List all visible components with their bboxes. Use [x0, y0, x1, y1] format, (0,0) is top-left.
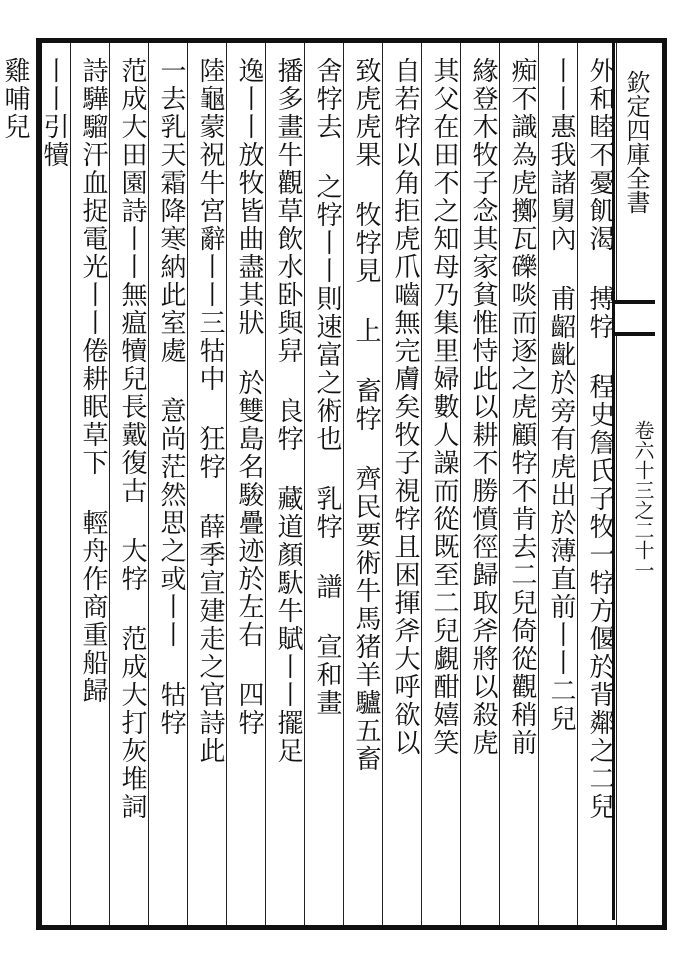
- fish-tail-mark: [615, 300, 655, 336]
- text-column: 丨丨引犢: [39, 57, 69, 169]
- volume-label: 卷六十三之二十一: [631, 420, 655, 580]
- book-title: 欽定四庫全書: [622, 70, 650, 214]
- text-column: 致虎虎果 牧牸見 上 畜牸 齊民要術牛馬猪羊驢五畜: [351, 57, 381, 773]
- text-column: 外和睦不憂飢渴 搏牸 程史詹氏子牧一牸方偃於背鄰之二兒: [585, 57, 615, 821]
- text-column: 緣登木牧子念其家貧惟恃此以耕不勝憤徑歸取斧將以殺虎: [468, 57, 498, 757]
- text-column: 逸丨丨放牧皆曲盡其狀 於雙島名駿疊迹於左右 四牸: [234, 57, 264, 737]
- text-column: 詩驊騮汗血捉電光丨丨倦耕眠草下 輕舟作商重船歸: [78, 57, 108, 705]
- text-column: 范成大田園詩丨丨無瘟犢兒長戴復古 大牸 范成大打灰堆詞: [117, 57, 147, 821]
- text-column: 播多畫牛觀草飲水卧與舁 良牸 藏道顏馱牛賦丨丨擺足: [273, 57, 303, 765]
- text-column: 雞哺兒: [0, 57, 30, 141]
- text-column: 痴不識為虎擲瓦礫啖而逐之虎顧牸不肯去二兒倚從觀稍前: [507, 57, 537, 757]
- text-column: 自若牸以角拒虎爪嚙無完膚矣牧子視牸且困揮斧大呼欲以: [390, 57, 420, 757]
- text-column: 一去乳天霜降寒納此室處 意尚茫然思之或丨丨 牯牸: [156, 57, 186, 737]
- text-column: 舍牸去 之牸丨丨則速富之術也 乳牸 譜 宣和畫: [312, 57, 342, 717]
- text-column: 其父在田不之知母乃集里婦數人譟而從既至二兒覷酣嬉笑: [429, 57, 459, 757]
- text-column: 丨丨惠我諸舅內 甫齠齔於旁有虎出於薄直前丨丨二兒: [546, 57, 576, 733]
- text-column: 陸龜蒙祝牛宮辭丨丨三牯中 狂牸 薛季宣建走之官詩此: [195, 57, 225, 765]
- page-frame: [0, 38, 667, 930]
